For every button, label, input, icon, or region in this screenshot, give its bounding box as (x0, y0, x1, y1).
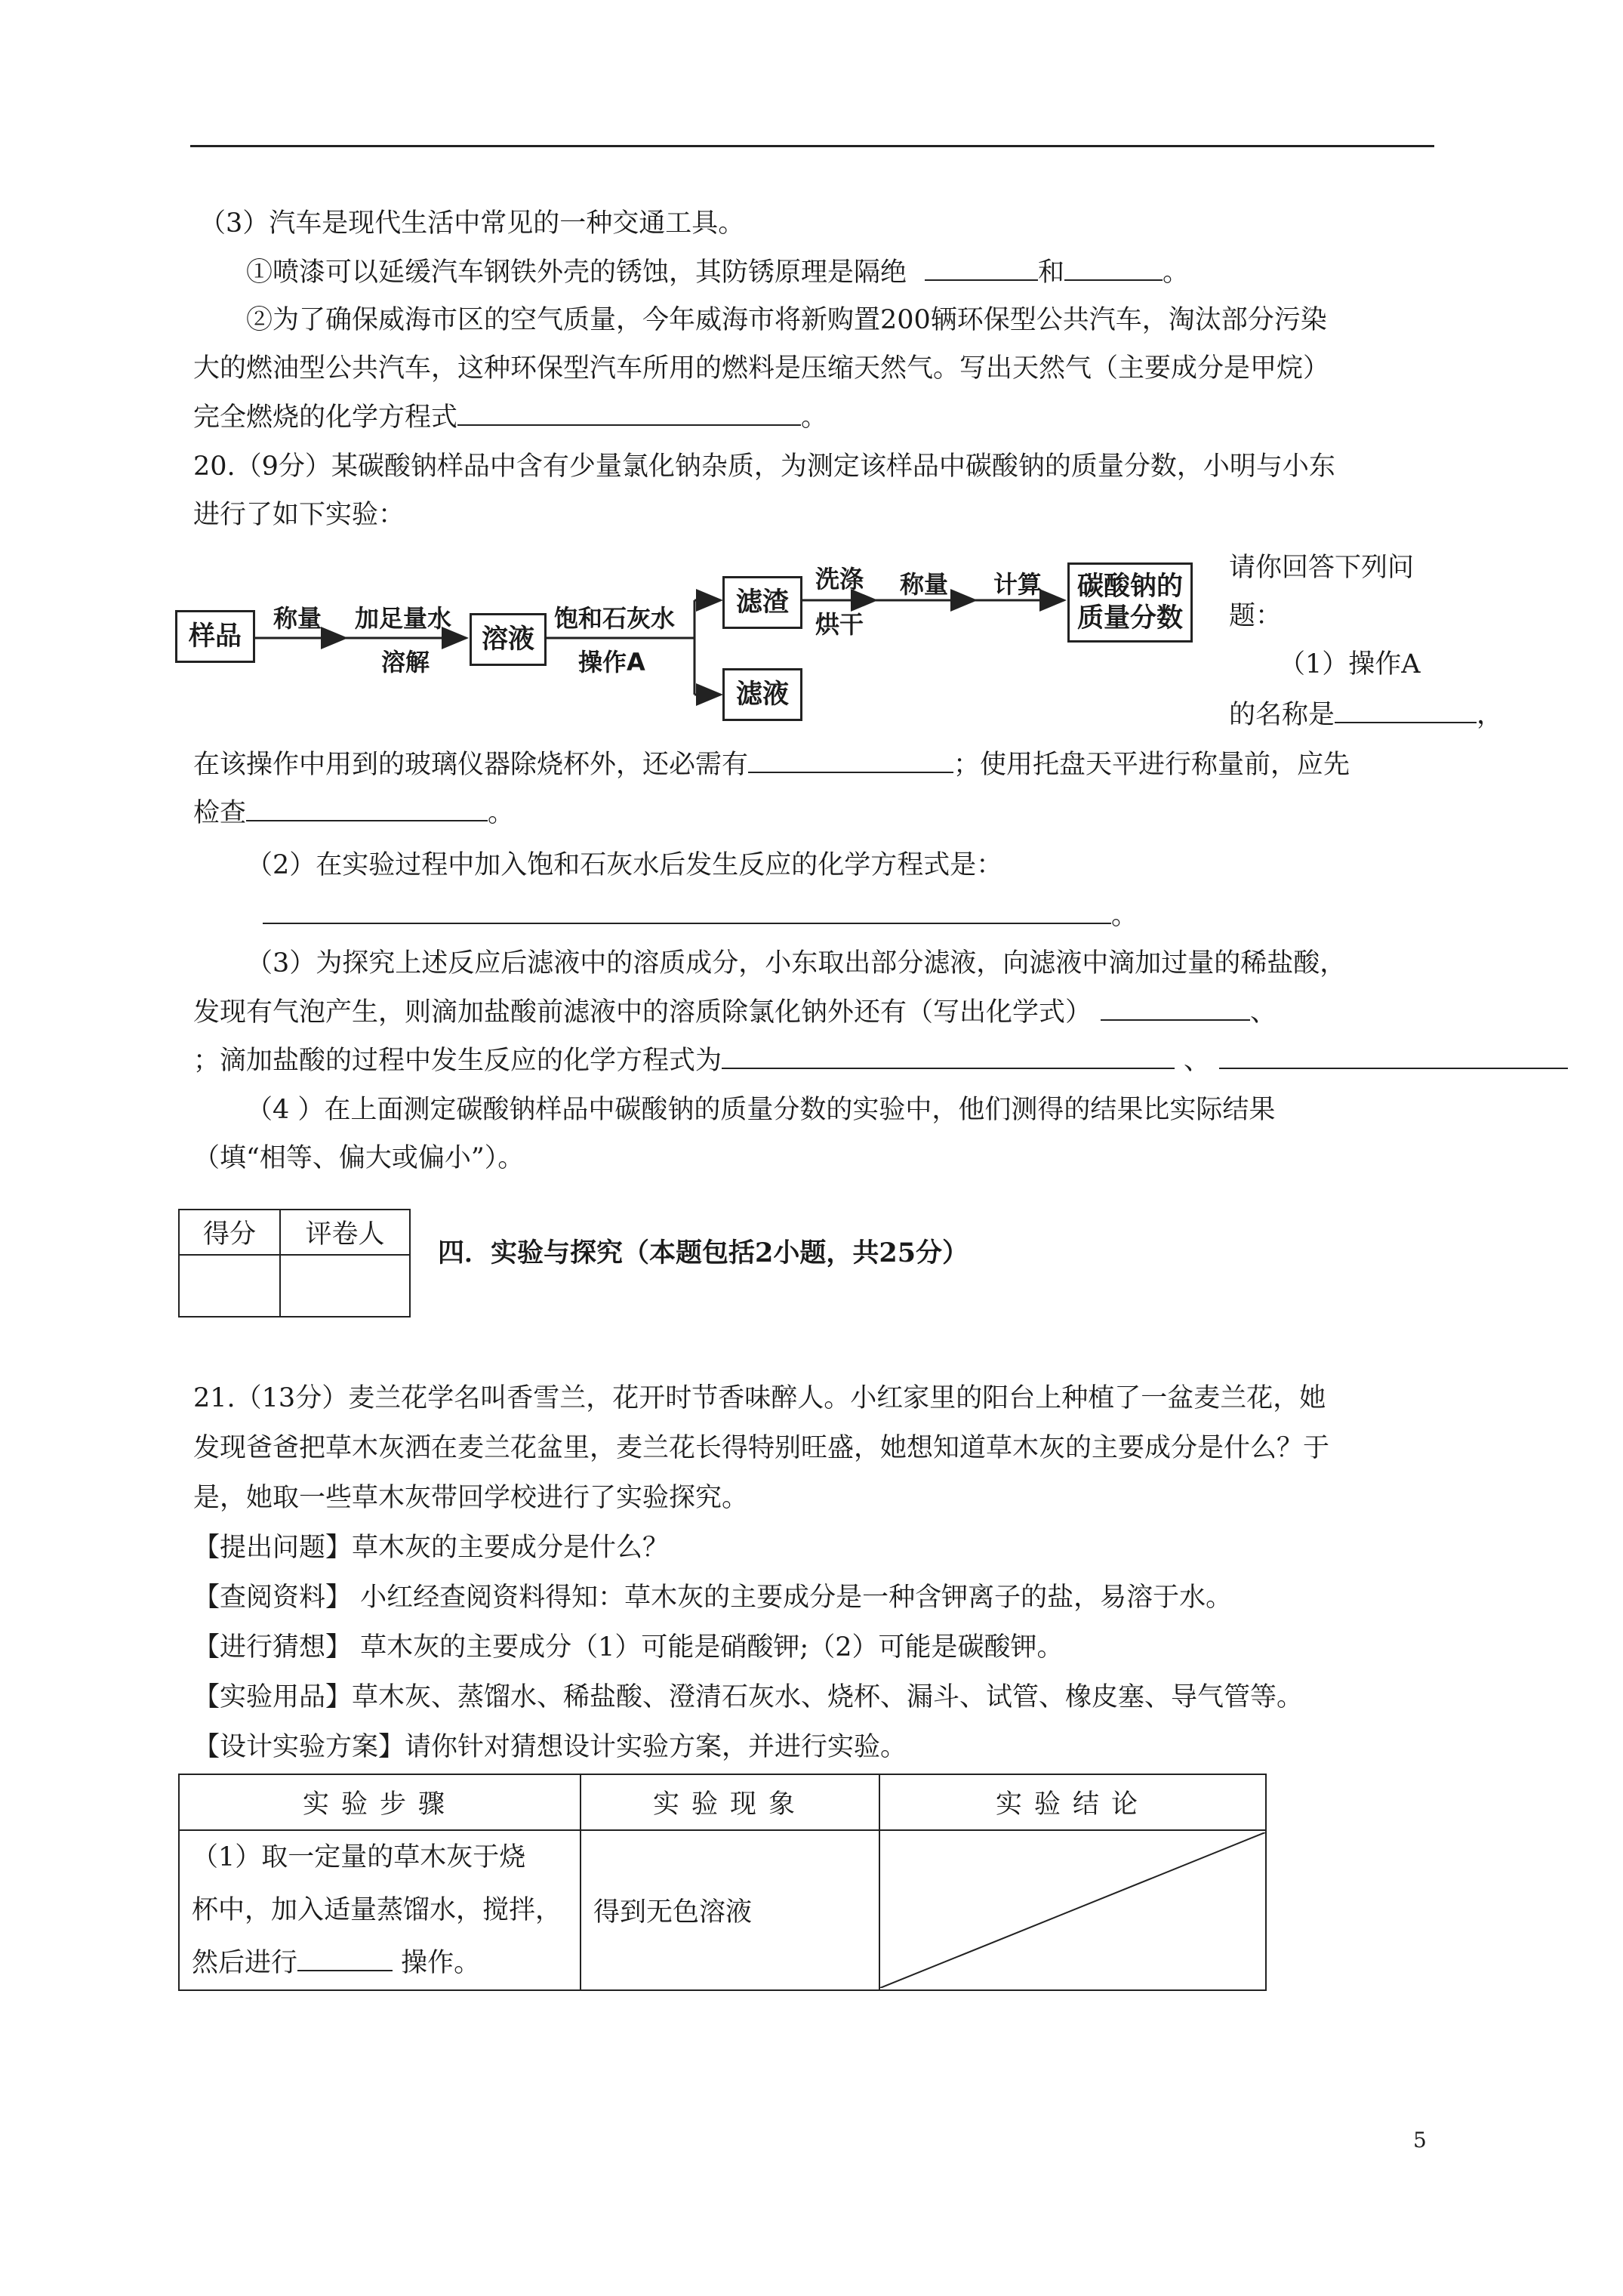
q19-item2-line2: 大的燃油型公共汽车，这种环保型汽车所用的燃料是压缩天然气。写出天然气（主要成分是甲烷） (193, 353, 1330, 384)
q19-item2-line1: ②为了确保威海市区的空气质量，今年威海市将新购置200辆环保型公共汽车，淘汰部分污染 (246, 305, 1327, 335)
q20-p1-line1: 在该操作中用到的玻璃仪器除烧杯外，还必需有 ；使用托盘天平进行称量前，应先 (193, 746, 1350, 783)
answer-blank[interactable] (297, 1944, 393, 1971)
q21-line1: 21.（13分）麦兰花学名叫香雪兰，花开时节香味醉人。小红家里的阳台上种植了一盆麦兰花，她 (193, 1383, 1326, 1413)
diagonal-line (880, 1832, 1265, 1988)
grader-header: 评卷人 (280, 1210, 410, 1255)
section4-title: 四．实验与探究（本题包括2小题，共25分） (438, 1237, 969, 1268)
header-phenomenon: 实验现象 (581, 1774, 879, 1830)
q20-p1-line2: 检查 。 (193, 794, 514, 831)
q21-research: 【查阅资料】 小红经查阅资料得知：草木灰的主要成分是一种含钾离子的盐，易溶于水。 (193, 1583, 1233, 1613)
score-header: 得分 (179, 1210, 280, 1255)
answer-blank[interactable] (1219, 1042, 1568, 1069)
q20-side-line1: 请你回答下列问 (1229, 553, 1415, 583)
flow-box-filtrate: 滤液 (722, 668, 802, 721)
answer-blank[interactable] (748, 746, 953, 773)
q20-p3-line1: （3）为探究上述反应后滤液中的溶质成分，小东取出部分滤液，向滤液中滴加过量的稀盐酸， (246, 948, 1347, 978)
row1-step: （1）取一定量的草木灰于烧 杯中，加入适量蒸馏水，搅拌， 然后进行 操作。 (179, 1830, 581, 1990)
q20-p4-line1: （4 ）在上面测定碳酸钠样品中碳酸钠的质量分数的实验中，他们测得的结果比实际结果 (246, 1095, 1276, 1125)
page-number: 5 (1413, 2128, 1427, 2153)
q20-p2-line2: 。 (263, 897, 1138, 934)
flow-label-dry: 烘干 (815, 610, 864, 639)
q20-p2-line1: （2）在实验过程中加入饱和石灰水后发生反应的化学方程式是： (246, 850, 1003, 880)
q21-design: 【设计实验方案】请你针对猜想设计实验方案，并进行实验。 (193, 1732, 907, 1762)
q20-side-line3: （1）操作A (1279, 649, 1421, 680)
answer-blank[interactable] (246, 794, 488, 821)
experiment-table (178, 1774, 1267, 1991)
q20-line1: 20.（9分）某碳酸钠样品中含有少量氯化钠杂质，为测定该样品中碳酸钠的质量分数，小明与小东 (193, 451, 1335, 482)
score-cell[interactable] (179, 1255, 280, 1317)
q19-part3-intro: （3）汽车是现代生活中常见的一种交通工具。 (199, 208, 745, 239)
q19-item1: ①喷漆可以延缓汽车钢铁外壳的锈蚀，其防锈原理是隔绝 和 。 (246, 254, 1189, 291)
row1-phenomenon: 得到无色溶液 (581, 1830, 879, 1990)
grader-cell[interactable] (280, 1255, 410, 1317)
answer-blank[interactable] (263, 897, 1111, 924)
q19-item2-line3: 完全燃烧的化学方程式 。 (193, 399, 827, 436)
flow-label-dissolve: 溶解 (381, 648, 430, 676)
q20-p3-line2: 发现有气泡产生，则滴加盐酸前滤液中的溶质除氯化钠外还有（写出化学式） 、 (193, 994, 1277, 1031)
flow-label-operation-a: 操作A (578, 648, 645, 676)
q20-side-line2: 题： (1229, 601, 1283, 631)
flow-box-solution: 溶液 (470, 613, 547, 666)
q20-line2: 进行了如下实验： (193, 500, 405, 530)
header-conclusion: 实验结论 (879, 1774, 1266, 1830)
flow-label-wash: 洗涤 (815, 565, 864, 593)
header-step: 实验步骤 (179, 1774, 581, 1830)
q21-line3: 是，她取一些草木灰带回学校进行了实验探究。 (193, 1483, 749, 1513)
flow-label-add-water: 加足量水 (355, 604, 452, 633)
flow-box-residue: 滤渣 (722, 576, 802, 629)
flow-box-sample: 样品 (175, 610, 255, 663)
q21-materials: 【实验用品】草木灰、蒸馏水、稀盐酸、澄清石灰水、烧杯、漏斗、试管、橡皮塞、导气管等。 (193, 1682, 1304, 1712)
answer-blank[interactable] (1335, 696, 1477, 723)
row1-conclusion-crossed (879, 1830, 1266, 1990)
answer-blank[interactable] (722, 1042, 1175, 1069)
q21-guess: 【进行猜想】 草木灰的主要成分（1）可能是硝酸钾;（2）可能是碳酸钾。 (193, 1632, 1064, 1663)
q20-p3-line3: ；滴加盐酸的过程中发生反应的化学方程式为 、 (193, 1042, 1568, 1079)
score-table (178, 1209, 411, 1318)
flow-label-weigh-2: 称量 (900, 570, 949, 599)
flow-label-weigh: 称量 (273, 604, 322, 633)
q21-question: 【提出问题】草木灰的主要成分是什么？ (193, 1533, 670, 1563)
flow-box-result: 碳酸钠的 质量分数 (1067, 562, 1193, 643)
flow-label-limewater: 饱和石灰水 (554, 604, 676, 633)
q21-line2: 发现爸爸把草木灰洒在麦兰花盆里，麦兰花长得特别旺盛，她想知道草木灰的主要成分是什么？于 (193, 1433, 1330, 1463)
answer-blank[interactable] (1101, 994, 1250, 1021)
q20-p4-line2: （填“相等、偏大或偏小”）。 (193, 1143, 525, 1173)
flow-label-calculate: 计算 (993, 570, 1042, 599)
q20-side-line4: 的名称是 ， (1229, 696, 1503, 733)
